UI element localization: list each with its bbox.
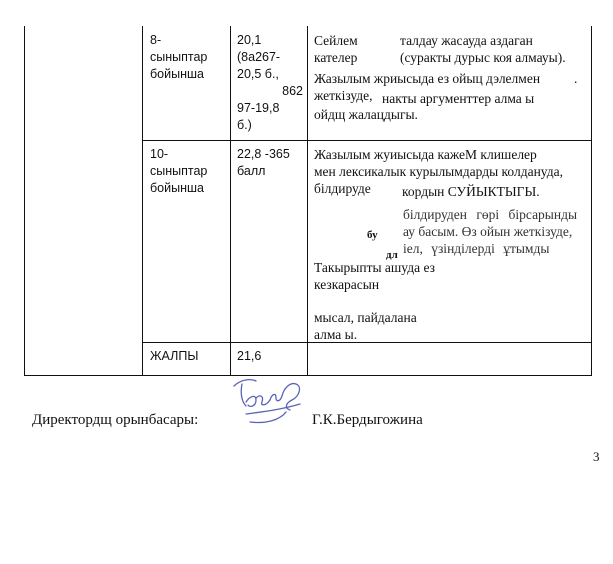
row-8-group-label: 8- сыныптар бойынша [150,33,208,81]
total-score: 21,6 [237,349,262,363]
row-8-score: 20,1 (8а267- 20,5 б., 862 97-19,8 б.) [237,33,303,132]
person-name: Г.К.Бердыгожина [312,412,423,428]
row-8-comment-a: Сейлем талдау жасауда аздаган кателер (суракты дурыс коя алмауы). [314,33,566,65]
row-10-comment-d: мысал, пайдалана алма ы. [314,310,417,342]
signature-image [226,372,310,430]
row-10-comment-c: Такырыпты ашуда ез кезкарасын [314,260,435,292]
page-number: 3 [593,449,600,464]
position-title: Директордщ орынбасары: [32,412,199,428]
total-label: ЖАЛПЫ [150,349,199,363]
row-10-group-label: 10- сыныптар бойынша [150,147,208,195]
text-fragment-1: бу [367,229,378,241]
table-right-border [591,26,592,376]
table-col-divider-2 [230,26,231,376]
row-10-score: 22,8 -365 балл [237,147,290,178]
row-10-comment-a: Жазылым жуиысыда кажеМ клишелер мен лексикалык курылымдарды колдануда, білдируде кордын СУЙЫКТЫГЫ. [314,147,563,199]
table-row-divider-1 [142,140,592,141]
row-10-comment-b: білдируден гөрі бірсарынды ау басым. Өз ойын жеткізуде, іел, үзінділерді ұтымды [403,207,578,256]
table-col-divider-3 [307,26,308,376]
table-col-divider-1 [142,26,143,376]
text-fragment-2: дл [386,249,398,261]
table-left-border [24,26,25,376]
row-8-comment-b: Жазылым жриысыда ез ойыц дэлелмен . жеткізуде, накты аргументтер алма ы ойдщ жалацдыгы. [314,71,578,122]
